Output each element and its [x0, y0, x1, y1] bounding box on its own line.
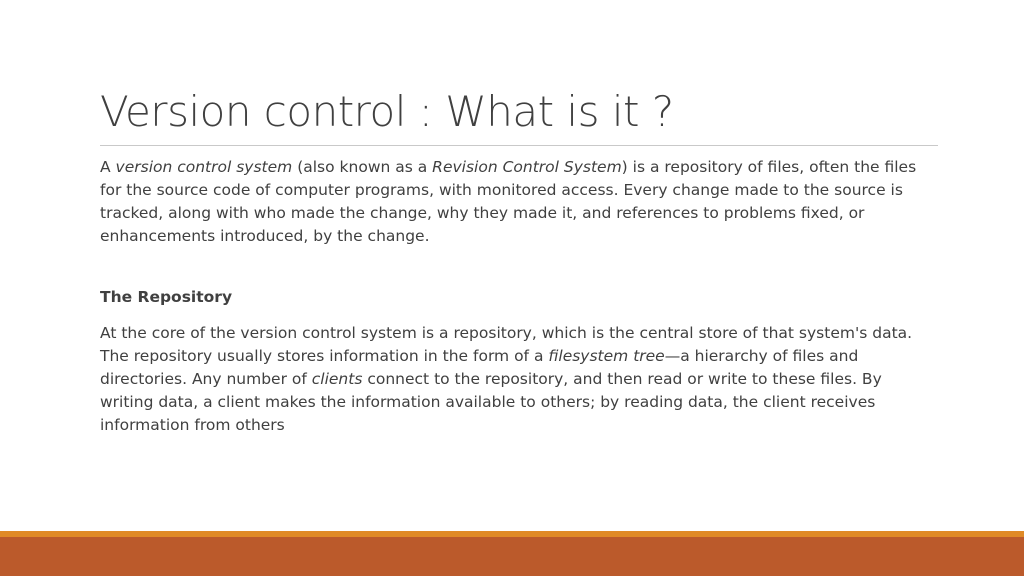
intro-term-vcs: version control system — [115, 158, 293, 176]
intro-term-rcs: Revision Control System — [432, 158, 622, 176]
section-heading: The Repository — [100, 288, 233, 306]
repo-term-filesystem-tree: filesystem tree — [548, 347, 665, 365]
repo-text-1: At the core of the version control system is a repository, which is the central store of that system's data. The repository usually stores information in the form of a — [100, 324, 913, 365]
footer-band — [0, 537, 1024, 576]
slide-body — [100, 156, 940, 437]
repo-text-2: —a hierarchy of files and directories. Any number of — [100, 347, 859, 388]
title-divider — [100, 145, 938, 146]
intro-text-1: A — [100, 158, 116, 176]
repo-text-3: connect to the repository, and then read or write to these files. By writing data, a client makes the information available to others; by reading data, the client receives information from others — [100, 370, 882, 434]
repo-term-clients: clients — [311, 370, 363, 388]
intro-text-3: ) is a repository of files, often the files for the source code of computer programs, with monitored access. Every change made to the source is tracked, along with who made the change, why they made it, and references to problems fixed, or enhancements introduced, by the change. — [100, 158, 917, 245]
intro-text-2: (also known as a — [292, 158, 433, 176]
slide-title: Version control : What is it ? — [100, 87, 674, 136]
intro-paragraph — [100, 156, 940, 248]
repository-paragraph — [100, 322, 940, 437]
